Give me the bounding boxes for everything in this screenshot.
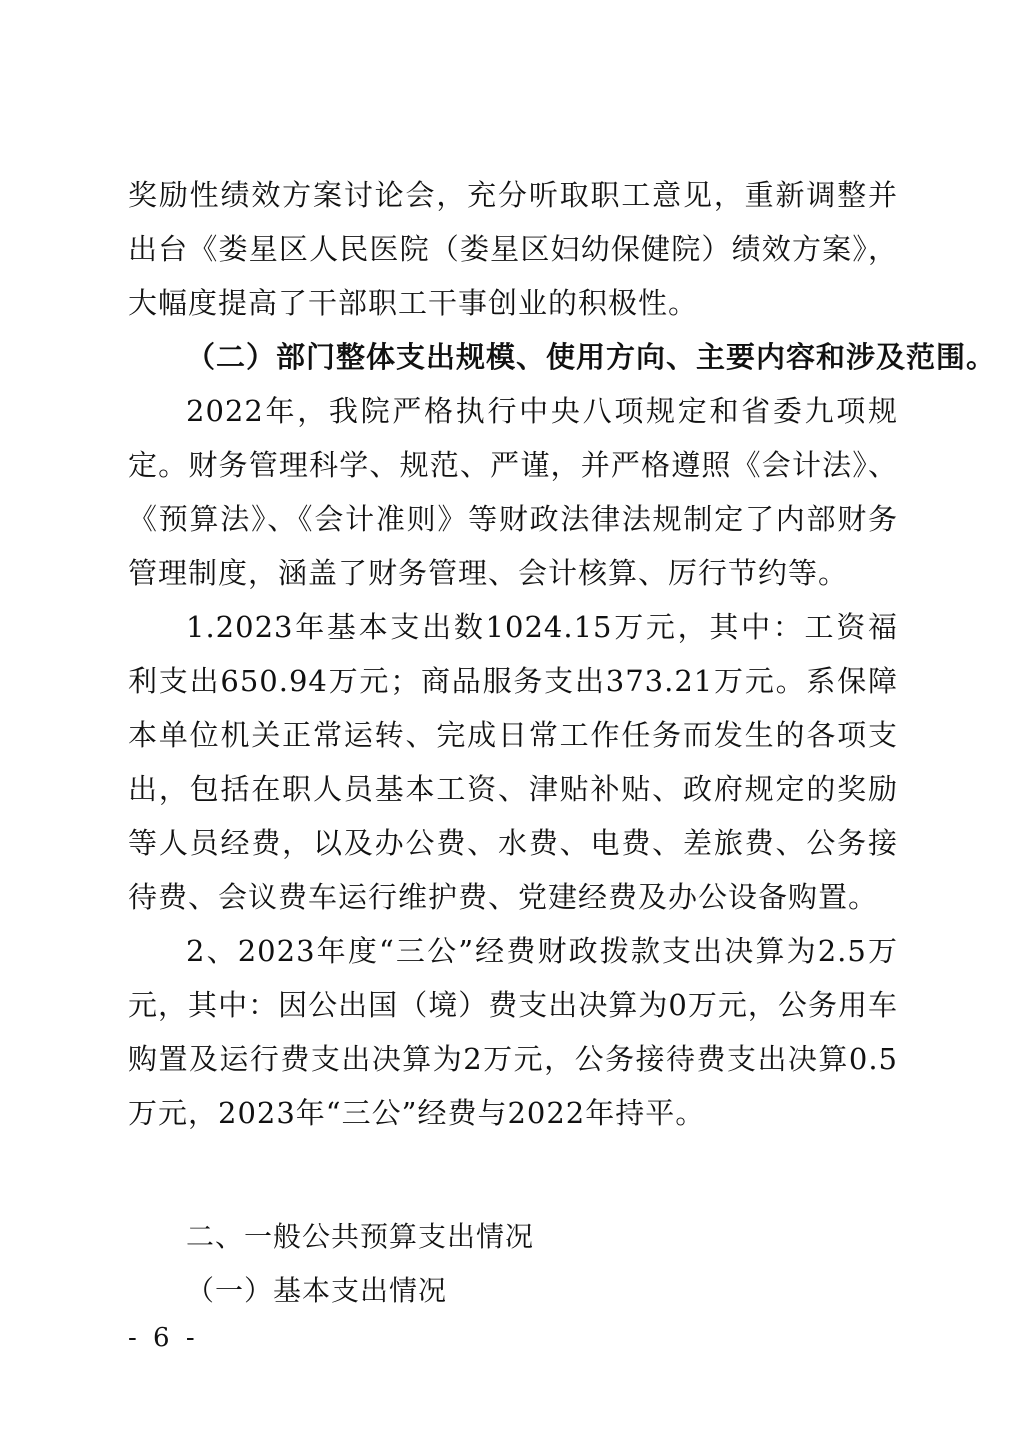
subsection-title-basic-expenditure: （一）基本支出情况 (186, 1274, 448, 1307)
document-body (128, 168, 997, 1318)
heading-department-expenditure: （二）部门整体支出规模、使用方向、主要内容和涉及范围。 (186, 340, 997, 374)
paragraph-2022-regulations: 2022年，我院严格执行中央八项规定和省委九项规定。财务管理科学、规范、严谨，并严格遵照《会计法》、《预算法》、《会计准则》等财政法律法规制定了内部财务管理制度，涵盖了财务管理、会计核算、厉行节约等。 (128, 394, 898, 590)
paragraph-performance-plan: 奖励性绩效方案讨论会，充分听取职工意见，重新调整并出台《娄星区人民医院（娄星区妇幼保健院）绩效方案》，大幅度提高了干部职工干事创业的积极性。 (128, 178, 898, 320)
paragraph-basic-expenditure: 1.2023年基本支出数1024.15万元，其中：工资福利支出650.94万元；商品服务支出373.21万元。系保障本单位机关正常运转、完成日常工作任务而发生的各项支出，包括在职人员基本工资、津贴补贴、政府规定的奖励等人员经费，以及办公费、水费、电费、差旅费、公务接待费、会议费车运行维护费、党建经费及办公设备购置。 (128, 610, 898, 914)
paragraph-three-public-funds: 2、2023年度“三公”经费财政拨款支出决算为2.5万元，其中：因公出国（境）费支出决算为0万元，公务用车购置及运行费支出决算为2万元，公务接待费支出决算0.5万元，2023年“三公”经费与2022年持平。 (128, 934, 898, 1130)
page-number: - 6 - (128, 1323, 199, 1353)
section-title-general-budget: 二、一般公共预算支出情况 (186, 1220, 535, 1253)
section-spacer (128, 1140, 898, 1210)
